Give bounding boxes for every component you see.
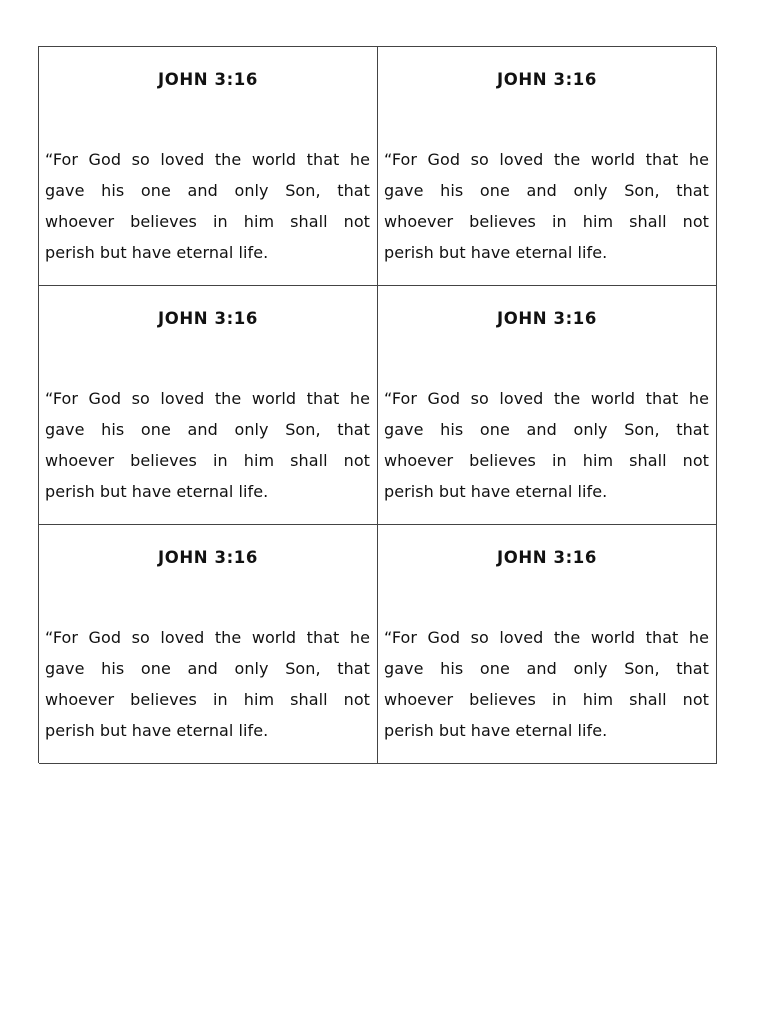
verse-card — [378, 286, 717, 525]
card-verse: “For God so loved the world that he gave his one and only Son, that whoever believes in him shall not perish but have eternal life. — [384, 628, 709, 740]
card-verse: “For God so loved the world that he gave his one and only Son, that whoever believes in him shall not perish but have eternal life. — [384, 389, 709, 501]
card-title: JOHN 3:16 — [497, 548, 597, 567]
verse-card — [39, 47, 378, 286]
card-title: JOHN 3:16 — [158, 548, 258, 567]
verse-card — [39, 525, 378, 764]
verse-card — [39, 286, 378, 525]
card-title: JOHN 3:16 — [497, 309, 597, 328]
verse-card — [378, 47, 717, 286]
card-verse: “For God so loved the world that he gave his one and only Son, that whoever believes in him shall not perish but have eternal life. — [45, 389, 370, 501]
card-verse: “For God so loved the world that he gave his one and only Son, that whoever believes in him shall not perish but have eternal life. — [384, 150, 709, 262]
verse-card — [378, 525, 717, 764]
verse-card-grid — [38, 46, 716, 763]
card-title: JOHN 3:16 — [497, 70, 597, 89]
card-verse: “For God so loved the world that he gave his one and only Son, that whoever believes in him shall not perish but have eternal life. — [45, 150, 370, 262]
card-verse: “For God so loved the world that he gave his one and only Son, that whoever believes in him shall not perish but have eternal life. — [45, 628, 370, 740]
card-title: JOHN 3:16 — [158, 309, 258, 328]
card-title: JOHN 3:16 — [158, 70, 258, 89]
